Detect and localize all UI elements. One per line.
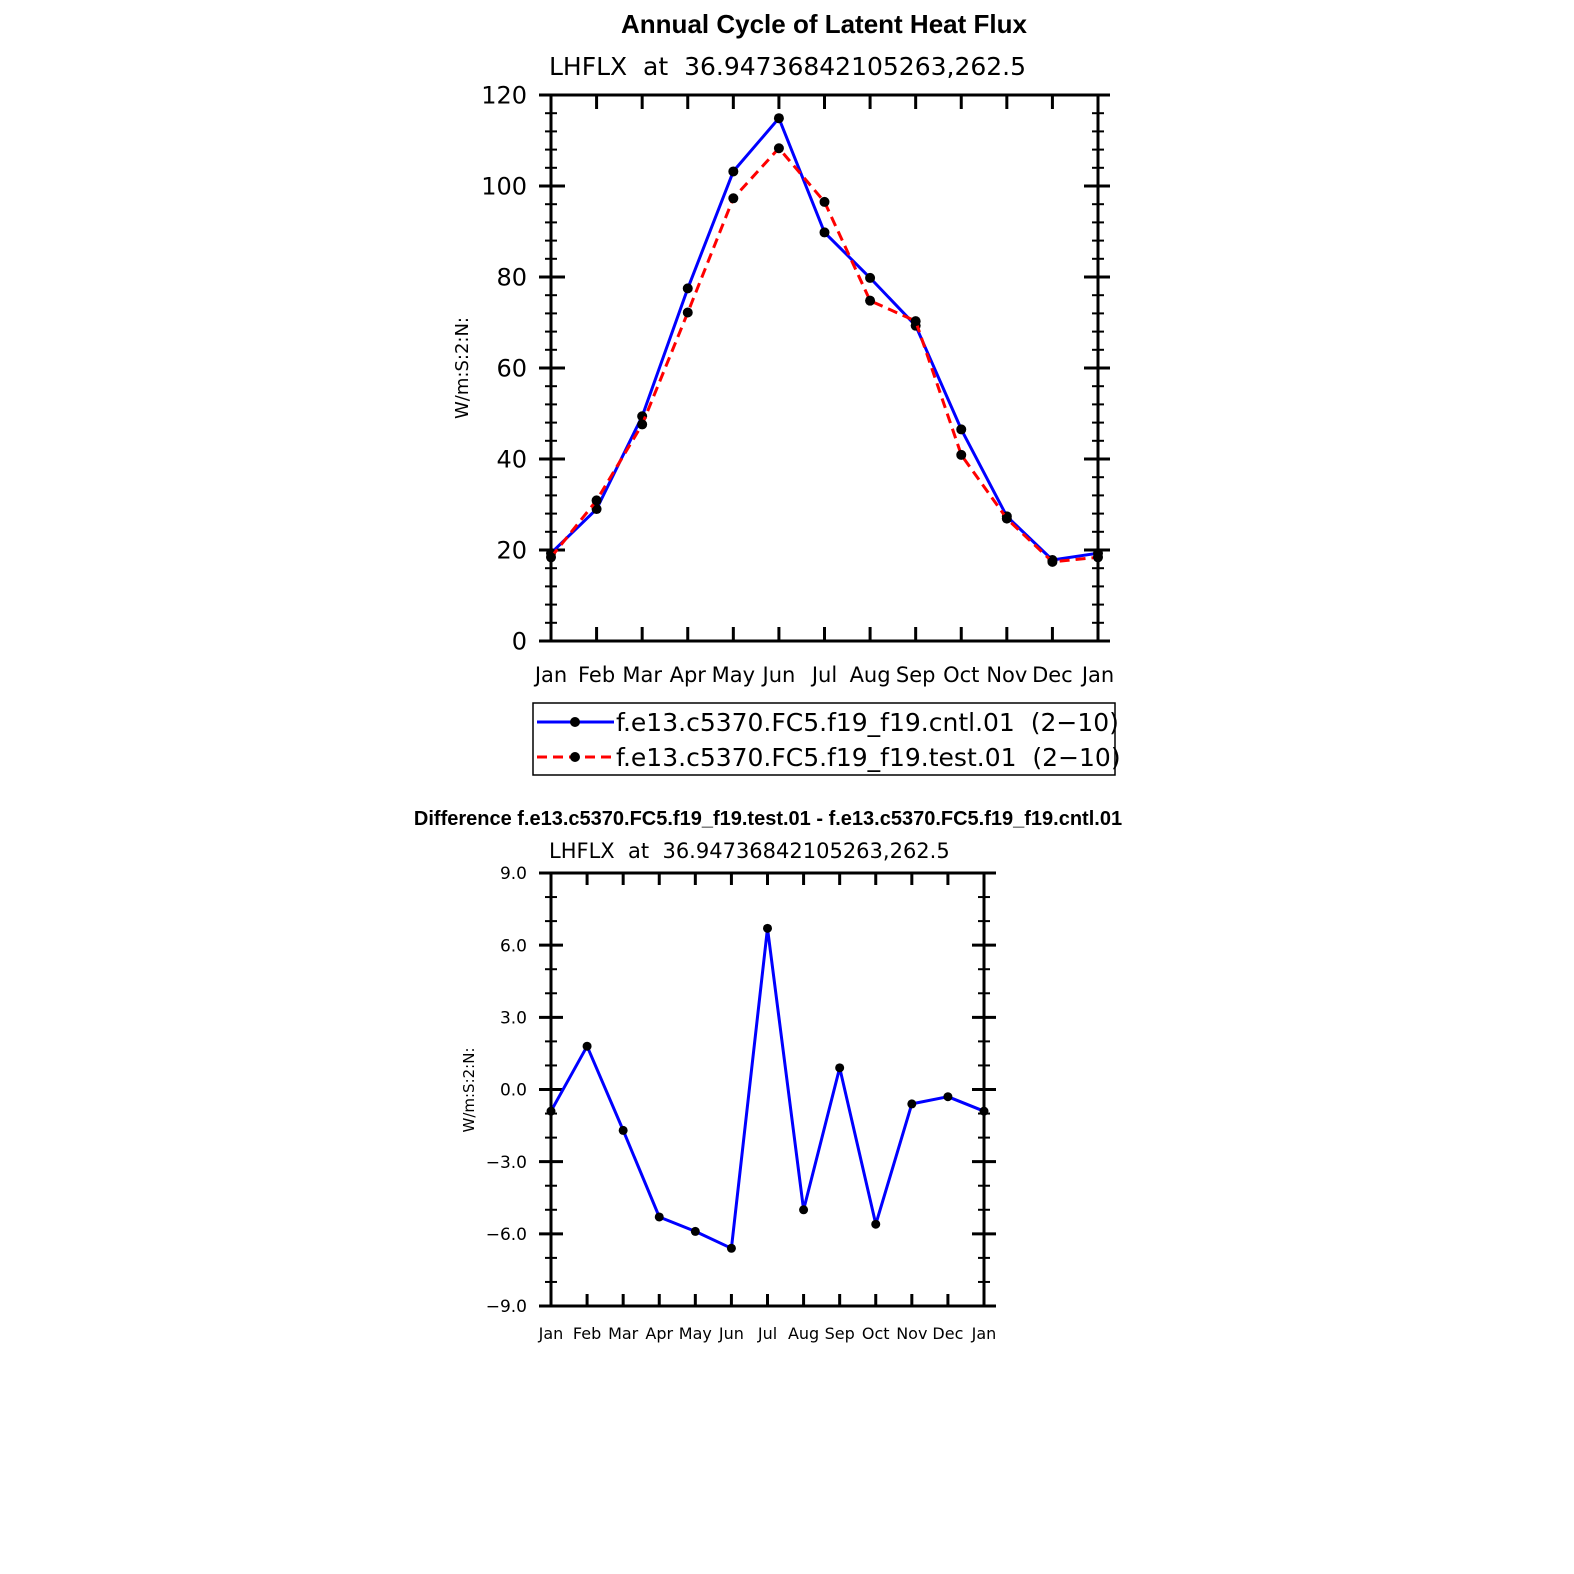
y-tick-label: 40 — [496, 445, 527, 474]
x-tick-label: Aug — [787, 1324, 820, 1343]
x-tick-label: Apr — [645, 1324, 674, 1343]
y-tick-label: 60 — [496, 354, 527, 383]
x-tick-label: Dec — [1032, 663, 1073, 687]
series-0-point — [865, 273, 875, 283]
legend-marker-test — [570, 752, 580, 762]
x-tick-label: May — [711, 663, 756, 687]
x-tick-label: Oct — [861, 1324, 890, 1343]
series-1-point — [774, 143, 784, 153]
series-0-point — [871, 1220, 880, 1229]
series-0-point — [727, 1244, 736, 1253]
series-1-point — [683, 307, 693, 317]
series-0-point — [683, 283, 693, 293]
series-0-point — [907, 1099, 916, 1108]
y-tick-label: 80 — [496, 263, 527, 292]
y-tick-label: −9.0 — [485, 1297, 527, 1318]
x-tick-label: Feb — [577, 663, 616, 687]
series-0-point — [820, 227, 830, 237]
series-1-point — [820, 197, 830, 207]
bottom-chart-ylabel: W/m:S:2:N: — [460, 1047, 478, 1133]
difference-chart — [414, 808, 1122, 1343]
series-1-point — [1047, 557, 1057, 567]
y-tick-label: 0 — [511, 627, 527, 656]
y-tick-label: 120 — [481, 81, 527, 110]
series-0-point — [943, 1092, 952, 1101]
annual-cycle-chart — [452, 9, 1121, 775]
series-0-point — [583, 1042, 592, 1051]
legend — [533, 703, 1121, 775]
top-chart-title: Annual Cycle of Latent Heat Flux — [621, 9, 1027, 39]
series-1-point — [728, 193, 738, 203]
x-tick-label: Jan — [971, 1324, 997, 1343]
bottom-chart-title: Difference f.e13.c5370.FC5.f19_f19.test.01 - f.e13.c5370.FC5.f19_f19.cntl.01 — [413, 808, 1123, 830]
x-tick-label: Jan — [534, 663, 568, 687]
bottom-chart-subtitle: LHFLX at 36.94736842105263,262.5 — [549, 839, 950, 863]
series-0-point — [655, 1212, 664, 1221]
y-tick-label: 100 — [481, 172, 527, 201]
series-0-point — [619, 1126, 628, 1135]
top-chart-ylabel: W/m:S:2:N: — [452, 317, 473, 419]
x-tick-label: Jun — [718, 1324, 744, 1343]
y-tick-label: 20 — [496, 536, 527, 565]
x-tick-label: Sep — [895, 663, 936, 687]
series-0-point — [691, 1227, 700, 1236]
top-chart-series — [546, 113, 1103, 567]
top-chart-subtitle: LHFLX at 36.94736842105263,262.5 — [549, 52, 1027, 81]
x-tick-label: Mar — [608, 1324, 639, 1343]
x-tick-label: May — [678, 1324, 712, 1343]
series-0-point — [774, 113, 784, 123]
x-tick-label: Feb — [572, 1324, 602, 1343]
x-tick-label: Jul — [811, 663, 838, 687]
y-tick-label: 3.0 — [499, 1008, 527, 1029]
x-tick-label: Jun — [762, 663, 796, 687]
series-1-point — [911, 316, 921, 326]
series-1-point — [637, 419, 647, 429]
x-tick-label: Oct — [943, 663, 980, 687]
y-tick-label: 9.0 — [499, 864, 527, 885]
series-1-point — [592, 495, 602, 505]
series-line-0 — [551, 118, 1098, 560]
series-0-point — [763, 924, 772, 933]
x-tick-label: Jan — [1081, 663, 1115, 687]
series-0-point — [956, 424, 966, 434]
x-tick-label: Nov — [896, 1324, 928, 1343]
y-tick-label: 0.0 — [499, 1080, 527, 1101]
y-tick-label: −3.0 — [485, 1152, 527, 1173]
series-line-1 — [551, 148, 1098, 562]
y-tick-label: 6.0 — [499, 936, 527, 957]
y-tick-label: −6.0 — [485, 1224, 527, 1245]
legend-label-cntl: f.e13.c5370.FC5.f19_f19.cntl.01 (2−10) — [616, 708, 1119, 737]
x-tick-label: Mar — [622, 663, 662, 687]
series-0-point — [728, 166, 738, 176]
x-tick-label: Dec — [932, 1324, 964, 1343]
x-tick-label: Apr — [669, 663, 706, 687]
series-0-point — [799, 1205, 808, 1214]
series-1-point — [865, 296, 875, 306]
x-tick-label: Sep — [824, 1324, 855, 1343]
x-tick-label: Jan — [538, 1324, 564, 1343]
legend-label-test: f.e13.c5370.FC5.f19_f19.test.01 (2−10) — [616, 743, 1121, 772]
series-line-0 — [551, 928, 984, 1248]
series-1-point — [956, 450, 966, 460]
legend-marker-cntl — [570, 717, 580, 727]
x-tick-label: Jul — [757, 1324, 778, 1343]
x-tick-label: Aug — [849, 663, 891, 687]
series-1-point — [1002, 514, 1012, 524]
top-chart-frame — [551, 95, 1098, 641]
bottom-chart-series — [547, 924, 989, 1253]
x-tick-label: Nov — [986, 663, 1028, 687]
series-0-point — [835, 1063, 844, 1072]
